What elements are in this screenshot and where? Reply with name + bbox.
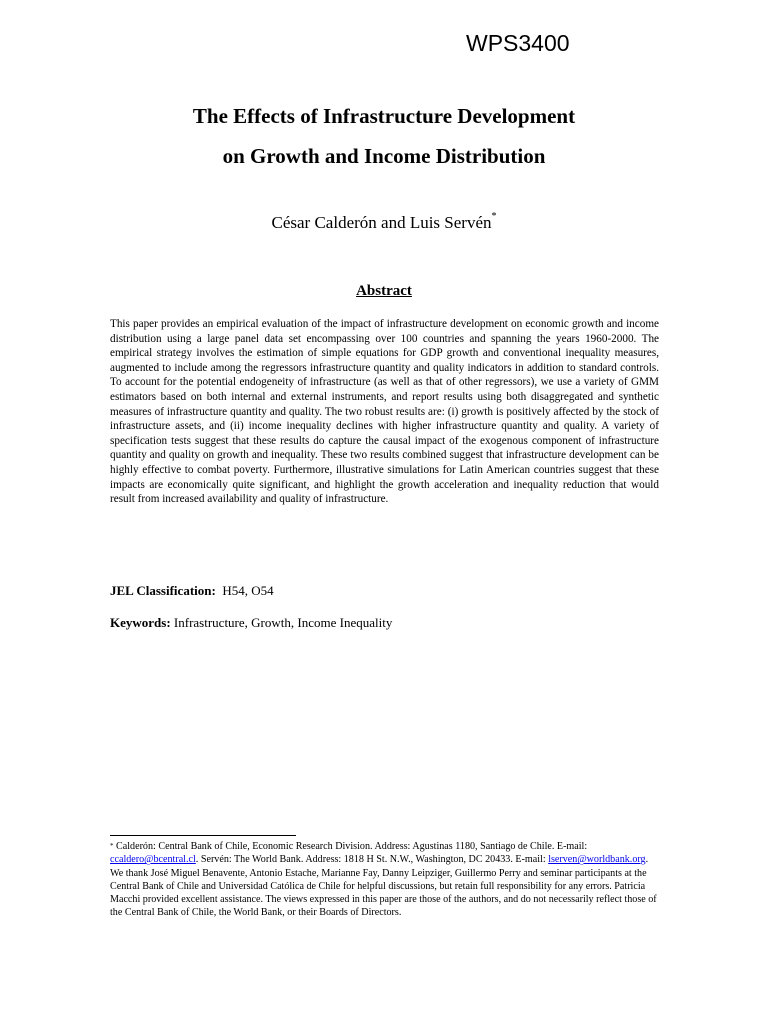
author-footnote-marker: * <box>491 211 497 222</box>
abstract-heading: Abstract <box>356 283 412 299</box>
abstract-body: This paper provides an empirical evaluation of the impact of infrastructure development on economic growth and income distribution using a large panel data set encompassing over 100 countries and spanning the years 1960-2000. The empirical strategy involves the estimation of simple equations for GDP growth and conventional inequality measures, augmented to include among the regressors infrastructure quantity and quality indicators in addition to standard controls. To account for the potential endogeneity of infrastructure (as well as that of other regressors), we use a variety of GMM estimators based on both internal and external instruments, and report results using both disaggregated and synthetic measures of infrastructure quantity and quality. The two robust results are: (i) growth is positively affected by the stock of infrastructure assets, and (ii) income inequality declines with higher infrastructure quantity and quality. A variety of specification tests suggest that these results do capture the causal impact of the exogenous component of infrastructure quantity and quality on growth and inequality. These two results combined suggest that infrastructure development can be highly effective to combat poverty. Furthermore, illustrative simulations for Latin American countries suggest that these impacts are economically quite significant, and highlight the growth acceleration and inequality reduction that would result from increased availability and quality of infrastructure. <box>110 318 659 506</box>
email-link-serven[interactable]: lserven@worldbank.org <box>548 854 646 866</box>
footnote <box>110 840 660 920</box>
keywords-label: Keywords: <box>110 615 171 630</box>
jel-value: H54, O54 <box>222 583 274 598</box>
email-link-calderon[interactable]: ccaldero@bcentral.cl <box>110 854 196 866</box>
keywords-value: Infrastructure, Growth, Income Inequality <box>173 615 393 630</box>
footnote-marker: * <box>110 842 114 850</box>
keywords <box>110 615 392 631</box>
paper-title-line-2: on Growth and Income Distribution <box>222 144 546 168</box>
authors <box>0 213 768 233</box>
author-names: César Calderón and Luis Servén <box>271 213 492 232</box>
report-number: WPS3400 <box>466 30 570 56</box>
footnote-text-2: . Servén: The World Bank. Address: 1818 H St. N.W., Washington, DC 20433. E-mail: <box>195 854 549 866</box>
footnote-text-1: Calderón: Central Bank of Chile, Economic Research Division. Address: Agustinas 1180, Santiago de Chile. E-mail: <box>113 841 588 852</box>
footnote-text-3: . We thank José Miguel Benavente, Antonio Estache, Marianne Fay, Danny Leipziger, Guillermo Perry and seminar participants at the Central Bank of Chile and Universidad Católica de Chile for helpful discussions, but retain full responsibility for any errors. Patricia Macchi provided excellent assistance. The views expressed in this paper are those of the authors, and do not necessarily reflect those of the Central Bank of Chile, the World Bank, or their Boards of Directors. <box>110 854 657 919</box>
paper-title-line-1: The Effects of Infrastructure Development <box>192 104 576 128</box>
jel-classification <box>110 583 274 599</box>
jel-label: JEL Classification: <box>110 583 216 598</box>
footnote-divider <box>110 835 296 836</box>
